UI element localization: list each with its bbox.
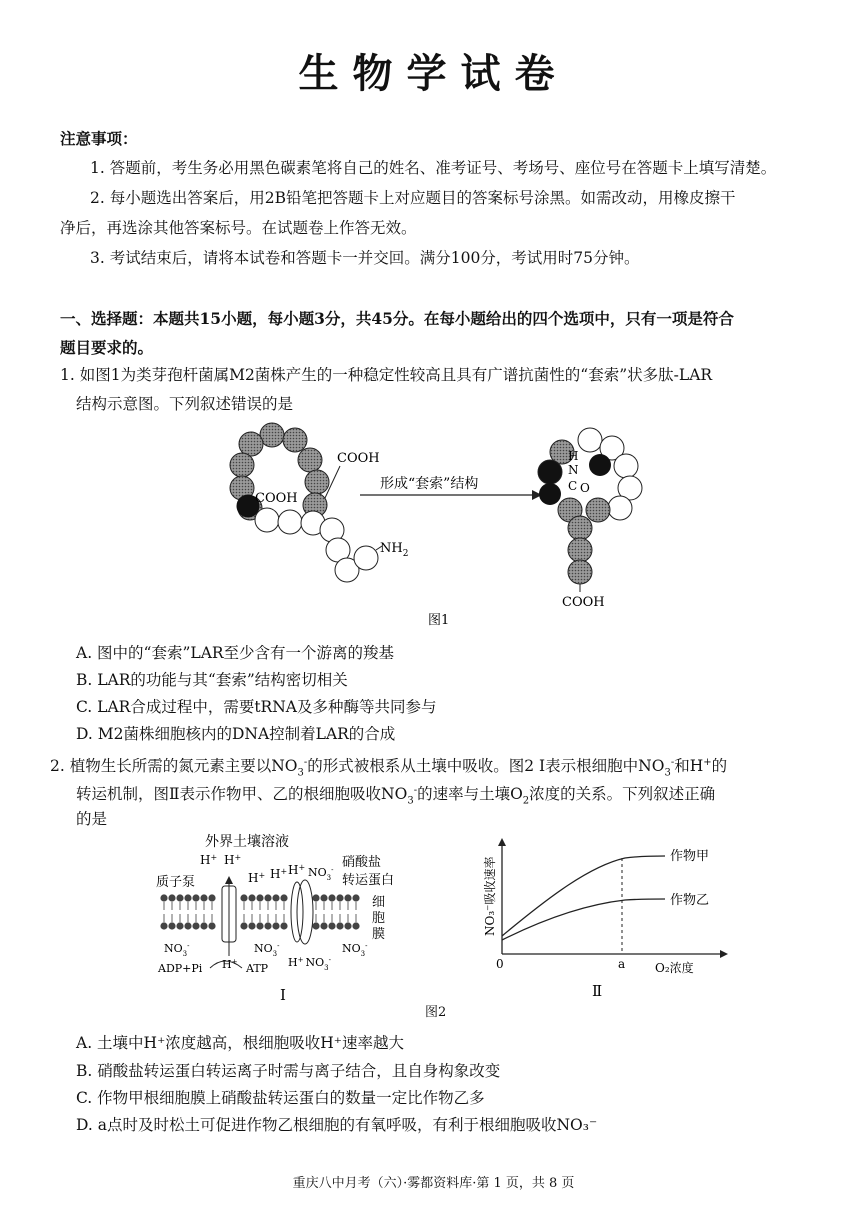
fig1-cooh-bottom: COOH: [562, 595, 605, 610]
fig1-arrow-label: 形成“套索”结构: [380, 476, 479, 492]
lipid-head: [176, 922, 183, 929]
lipid-head: [248, 894, 255, 901]
svg-text:NO3-: $NO_3^-$: [308, 866, 334, 882]
svg-text:H+NO3-: H+ $NO_3^-$: [288, 956, 331, 972]
lipid-head: [160, 894, 167, 901]
svg-text:H+: H+: [270, 867, 288, 881]
x-axis-label: O₂浓度: [655, 961, 694, 975]
lipid-head: [336, 922, 343, 929]
fig1-nh2: $NH_2$: [380, 541, 409, 559]
lipid-head: [336, 894, 343, 901]
svg-text:膜: 膜: [372, 927, 386, 942]
lipid-head: [168, 894, 175, 901]
notice-heading: 注意事项：: [60, 129, 138, 148]
fig1-h: H: [568, 449, 579, 463]
fig2-nitrate-label-2: 转运蛋白: [342, 873, 395, 888]
lipid-head: [192, 894, 199, 901]
lipid-head: [280, 894, 287, 901]
svg-text:H+: H+: [248, 871, 266, 885]
curve-crop1: [502, 856, 665, 936]
svg-text:H+: H+: [224, 853, 242, 867]
lipid-head: [248, 922, 255, 929]
lipid-head: [192, 922, 199, 929]
lipid-head: [160, 922, 167, 929]
svg-text:NO3-: $NO_3^-$: [254, 942, 280, 958]
right-peptide-beads: [538, 428, 642, 584]
fig1-cooh-top: COOH: [337, 451, 380, 466]
lipid-head: [352, 922, 359, 929]
lipid-head: [200, 894, 207, 901]
lipid-head: [208, 922, 215, 929]
membrane-bilayer: [160, 894, 360, 930]
svg-text:NO3-: $NO_3^-$: [342, 942, 368, 958]
q2-stem: 2. 植物生长所需的氮元素主要以$NO_3^-$的形式被根系从土壤中吸收。图2 Ⅰ表示根细胞中$NO_3^-$和H+的: [50, 757, 728, 779]
fig1-c: C: [568, 479, 578, 493]
fig2-ii-label: Ⅱ: [592, 982, 603, 1000]
svg-text:H+: H+: [200, 853, 218, 867]
page-footer: 重庆八中月考（六）·雾都资料库·第 1 页，共 8 页: [292, 1176, 575, 1191]
adp-label: ADP+Pi: [158, 962, 203, 975]
notice-item-1: 1. 答题前，考生务必用黑色碳素笔将自己的姓名、准考证号、考场号、座位号在答题卡上填写清楚。: [90, 159, 777, 177]
lipid-head: [328, 922, 335, 929]
q2-stem-end: 的是: [76, 810, 108, 828]
q2-option-b: B. 硝酸盐转运蛋白转运离子时需与离子结合，且自身构象改变: [76, 1062, 501, 1080]
lipid-head: [184, 922, 191, 929]
fig1-n: N: [568, 463, 579, 477]
section-heading-cont: 题目要求的。: [60, 338, 154, 357]
figure-2-i: [150, 828, 420, 1008]
atp-label: ATP: [246, 962, 269, 975]
fig1-cooh-mid: COOH: [255, 491, 298, 506]
figure-2-caption: 图2: [425, 1005, 447, 1020]
figure-2-ii: [480, 836, 760, 1006]
lipid-head: [312, 922, 319, 929]
svg-text:细: 细: [372, 895, 386, 910]
lipid-head: [264, 922, 271, 929]
svg-text:H+: H+: [288, 863, 306, 877]
label-crop2: 作物乙: [670, 893, 710, 908]
lipid-head: [240, 922, 247, 929]
q2-option-c: C. 作物甲根细胞膜上硝酸盐转运蛋白的数量一定比作物乙多: [76, 1089, 485, 1107]
q1-option-a: A. 图中的“套索”LAR至少含有一个游离的羧基: [76, 644, 395, 662]
notice-item-2-cont: 净后，再选涂其他答案标号。在试题卷上作答无效。: [60, 219, 417, 237]
q1-option-d: D. M2菌株细胞核内的DNA控制着LAR的合成: [76, 725, 396, 743]
svg-text:胞: 胞: [372, 911, 386, 926]
svg-text:NO3-: $NO_3^-$: [164, 942, 190, 958]
curve-crop2: [502, 899, 665, 940]
lipid-head: [320, 922, 327, 929]
lipid-head: [352, 894, 359, 901]
label-crop1: 作物甲: [670, 849, 710, 864]
lipid-head: [328, 894, 335, 901]
lipid-head: [208, 894, 215, 901]
y-axis-label: NO₃⁻吸收速率: [483, 856, 497, 936]
lipid-head: [280, 922, 287, 929]
lipid-head: [272, 922, 279, 929]
fig2-soil-label: 外界土壤溶液: [205, 834, 289, 850]
q1-option-b: B. LAR的功能与其“套索”结构密切相关: [76, 671, 348, 689]
lipid-head: [240, 894, 247, 901]
q1-option-c: C. LAR合成过程中，需要tRNA及多种酶等共同参与: [76, 698, 437, 716]
lipid-head: [344, 894, 351, 901]
q1-stem: 1. 如图1为类芽孢杆菌属M2菌株产生的一种稳定性较高且具有广谱抗菌性的“套索”状多肽-LAR: [60, 366, 713, 384]
q2-option-a: A. 土壤中H⁺浓度越高，根细胞吸收H⁺速率越大: [76, 1034, 404, 1052]
q1-stem-cont: 结构示意图。下列叙述错误的是: [76, 395, 294, 413]
svg-text:a: a: [618, 957, 626, 971]
page-title: 生物学试卷: [298, 50, 569, 97]
lipid-head: [312, 894, 319, 901]
notice-item-2: 2. 每小题选出答案后，用2B铅笔把答题卡上对应题目的答案标号涂黑。如需改动，用橡皮擦干: [90, 189, 736, 207]
q2-stem-cont: 转运机制，图Ⅱ表示作物甲、乙的根细胞吸收$NO_3^-$的速率与土壤$O_2$浓度的关系。下列叙述正确: [76, 785, 716, 807]
lipid-head: [256, 894, 263, 901]
lipid-head: [200, 922, 207, 929]
lipid-head: [256, 922, 263, 929]
fig2-nitrate-label-1: 硝酸盐: [342, 855, 382, 870]
lipid-head: [184, 894, 191, 901]
q2-option-d: D. a点时及时松土可促进作物乙根细胞的有氧呼吸，有利于根细胞吸收NO₃⁻: [76, 1116, 598, 1134]
svg-text:H+: H+: [222, 958, 238, 971]
lipid-head: [344, 922, 351, 929]
fig2-proton-pump-label: 质子泵: [156, 875, 196, 890]
lipid-head: [264, 894, 271, 901]
fig2-i-label: Ⅰ: [280, 986, 286, 1004]
figure-1-caption: 图1: [428, 613, 450, 628]
figure-1: [220, 410, 660, 630]
lipid-head: [320, 894, 327, 901]
lipid-head: [176, 894, 183, 901]
lipid-head: [272, 894, 279, 901]
lipid-head: [168, 922, 175, 929]
fig1-o: O: [580, 481, 590, 495]
left-peptide-beads: [230, 423, 378, 582]
svg-text:0: 0: [496, 957, 504, 971]
notice-item-3: 3. 考试结束后，请将本试卷和答题卡一并交回。满分100分，考试用时75分钟。: [90, 249, 640, 267]
nitrate-transporter-protein: [297, 880, 313, 944]
section-heading: 一、选择题：本题共15小题，每小题3分，共45分。在每小题给出的四个选项中，只有一项是符合: [60, 309, 734, 328]
